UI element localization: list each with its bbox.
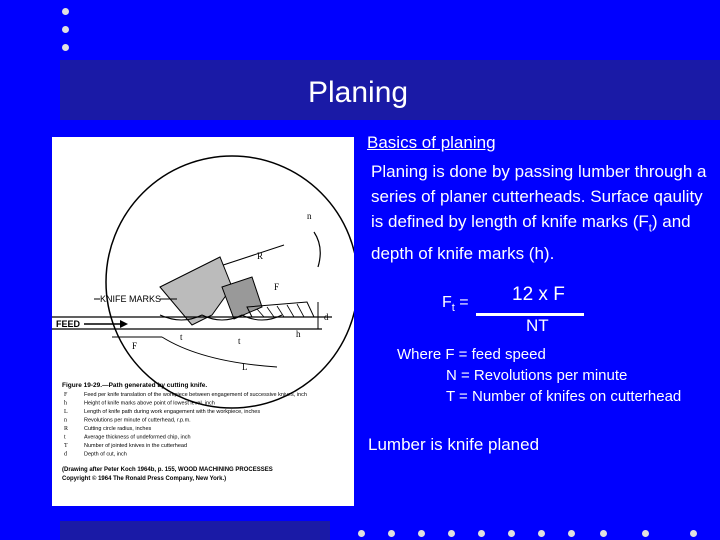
figure-caption-title: Figure 19-29.—Path generated by cutting knife. xyxy=(62,382,208,389)
depth-label: d xyxy=(324,312,329,322)
bullet-dot xyxy=(538,530,545,537)
legend-description: Height of knife marks above point of lowest level, inch xyxy=(84,400,215,407)
ft-label: F xyxy=(274,282,280,292)
bullet-dot xyxy=(448,530,455,537)
formula-lhs xyxy=(442,294,469,314)
bottom-band xyxy=(60,521,330,540)
bullet-dot xyxy=(62,44,69,51)
legend-symbol: R xyxy=(64,426,69,432)
feed-formula xyxy=(442,284,592,339)
body-text-main: Planing is done by passing lumber through a series of planer cutterheads. Surface qaulity is defined by length of knife marks (F xyxy=(371,162,707,231)
body-text-end: ) and depth of knife marks (h). xyxy=(371,212,691,264)
legend-symbol: L xyxy=(64,409,68,415)
bullet-dot xyxy=(62,26,69,33)
t-label: t xyxy=(180,332,183,342)
legend-symbol: d xyxy=(64,451,67,458)
legend-symbol: T xyxy=(64,443,68,449)
section-heading: Basics of planing xyxy=(367,133,496,152)
where-line-2: N = Revolutions per minute xyxy=(446,367,628,384)
legend-symbol: t xyxy=(64,434,66,441)
legend-description: Length of knife path during work engagement with the workpiece, inches xyxy=(84,409,261,415)
where-line-1: Where F = feed speed xyxy=(397,346,546,363)
bullet-dot xyxy=(600,530,607,537)
rpm-label: n xyxy=(307,211,312,221)
where-definitions xyxy=(397,344,681,407)
legend-description: Average thickness of undeformed chip, inch xyxy=(84,434,191,441)
legend-symbol: F xyxy=(64,392,68,398)
knife-marks-label: KNIFE MARKS xyxy=(100,294,162,304)
formula-numerator: 12 x F xyxy=(512,284,565,305)
ft-dimension-label: F xyxy=(132,341,138,351)
legend-description: Cutting circle radius, inches xyxy=(84,426,152,432)
where-line-3: T = Number of knifes on cutterhead xyxy=(446,388,682,405)
t-label-2: t xyxy=(238,336,241,346)
legend-description: Number of jointed knives in the cutterhead xyxy=(84,443,188,449)
figure-credit: (Drawing after Peter Koch 1964b, p. 155, WOOD MACHINING PROCESSES Copyright © 1964 The Ronald Press Company, New York.) xyxy=(62,467,273,482)
bullet-dot xyxy=(358,530,365,537)
legend-description: Revolutions per minute of cutterhead, r.p.m. xyxy=(84,417,191,424)
body-paragraph xyxy=(371,159,717,266)
legend-description: Feed per knife translation of the workpiece between engagement of successive knives, inch xyxy=(84,392,307,398)
feed-label: FEED xyxy=(56,319,81,329)
h-label: h xyxy=(296,329,301,339)
formula-equals: = xyxy=(459,294,469,311)
bullet-dot xyxy=(478,530,485,537)
bullet-dot xyxy=(642,530,649,537)
planing-diagram-figure xyxy=(52,137,354,506)
legend-symbol: h xyxy=(64,400,67,407)
legend-description: Depth of cut, inch xyxy=(84,451,127,458)
radius-label: R xyxy=(257,251,264,261)
bullet-dot xyxy=(388,530,395,537)
bullet-dot xyxy=(690,530,697,537)
body-subscript: t xyxy=(648,222,652,235)
lumber-caption: Lumber is knife planed xyxy=(368,435,540,454)
formula-f: F xyxy=(442,294,452,311)
slide-title: Planing xyxy=(308,76,409,109)
bullet-dot xyxy=(418,530,425,537)
planing-diagram xyxy=(52,137,354,506)
formula-denominator: NT xyxy=(526,316,549,335)
l-label: L xyxy=(242,362,248,372)
bullet-dot xyxy=(508,530,515,537)
bullet-dot xyxy=(568,530,575,537)
formula-t-sub: t xyxy=(451,302,455,315)
legend-symbol: n xyxy=(64,417,67,424)
bullet-dot xyxy=(62,8,69,15)
